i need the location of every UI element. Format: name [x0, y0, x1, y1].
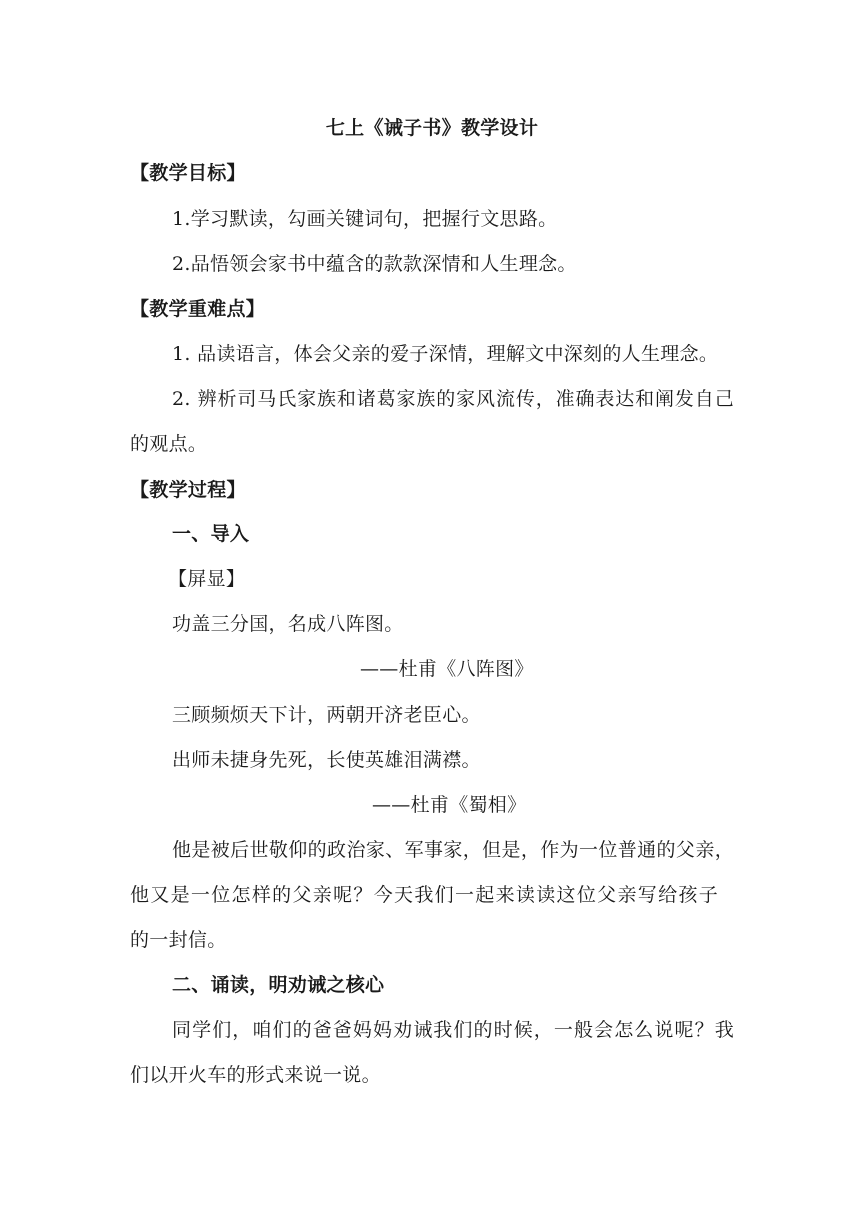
step-1-heading: 一、导入	[172, 523, 250, 545]
poem-2-line-1: 三顾频烦天下计，两朝开济老臣心。	[172, 704, 481, 726]
key-point-2-line-2: 的观点。	[130, 433, 208, 455]
poem-1-attribution: ——杜甫《八阵图》	[360, 658, 534, 680]
section-heading-goals: 【教学目标】	[130, 162, 246, 184]
section-heading-key-points: 【教学重难点】	[130, 298, 266, 320]
screen-display-label: 【屏显】	[168, 568, 246, 590]
step-2-heading: 二、诵读，明劝诫之核心	[172, 974, 385, 996]
poem-2-line-2: 出师未捷身先死，长使英雄泪满襟。	[172, 749, 481, 771]
intro-paragraph-line-1: 他是被后世敬仰的政治家、军事家，但是，作为一位普通的父亲，	[172, 839, 734, 861]
key-point-1: 1. 品读语言，体会父亲的爱子深情，理解文中深刻的人生理念。	[172, 343, 719, 365]
goal-item-1: 1.学习默读，勾画关键词句，把握行文思路。	[172, 208, 558, 230]
intro-paragraph-line-3: 的一封信。	[130, 929, 227, 951]
poem-1-text: 功盖三分国，名成八阵图。	[172, 613, 404, 635]
poem-2-attribution: ——杜甫《蜀相》	[372, 794, 527, 816]
goal-item-2: 2.品悟领会家书中蕴含的款款深情和人生理念。	[172, 253, 577, 275]
key-point-2-line-1: 2. 辨析司马氏家族和诸葛家族的家风流传，准确表达和阐发自己	[172, 388, 734, 410]
section-heading-process: 【教学过程】	[130, 479, 246, 501]
intro-paragraph-line-2: 他又是一位怎样的父亲呢？今天我们一起来读读这位父亲写给孩子	[130, 884, 718, 906]
document-title: 七上《诫子书》教学设计	[325, 117, 539, 139]
step-2-paragraph-line-2: 们以开火车的形式来说一说。	[130, 1064, 381, 1086]
step-2-paragraph-line-1: 同学们，咱们的爸爸妈妈劝诫我们的时候，一般会怎么说呢？我	[172, 1019, 734, 1041]
